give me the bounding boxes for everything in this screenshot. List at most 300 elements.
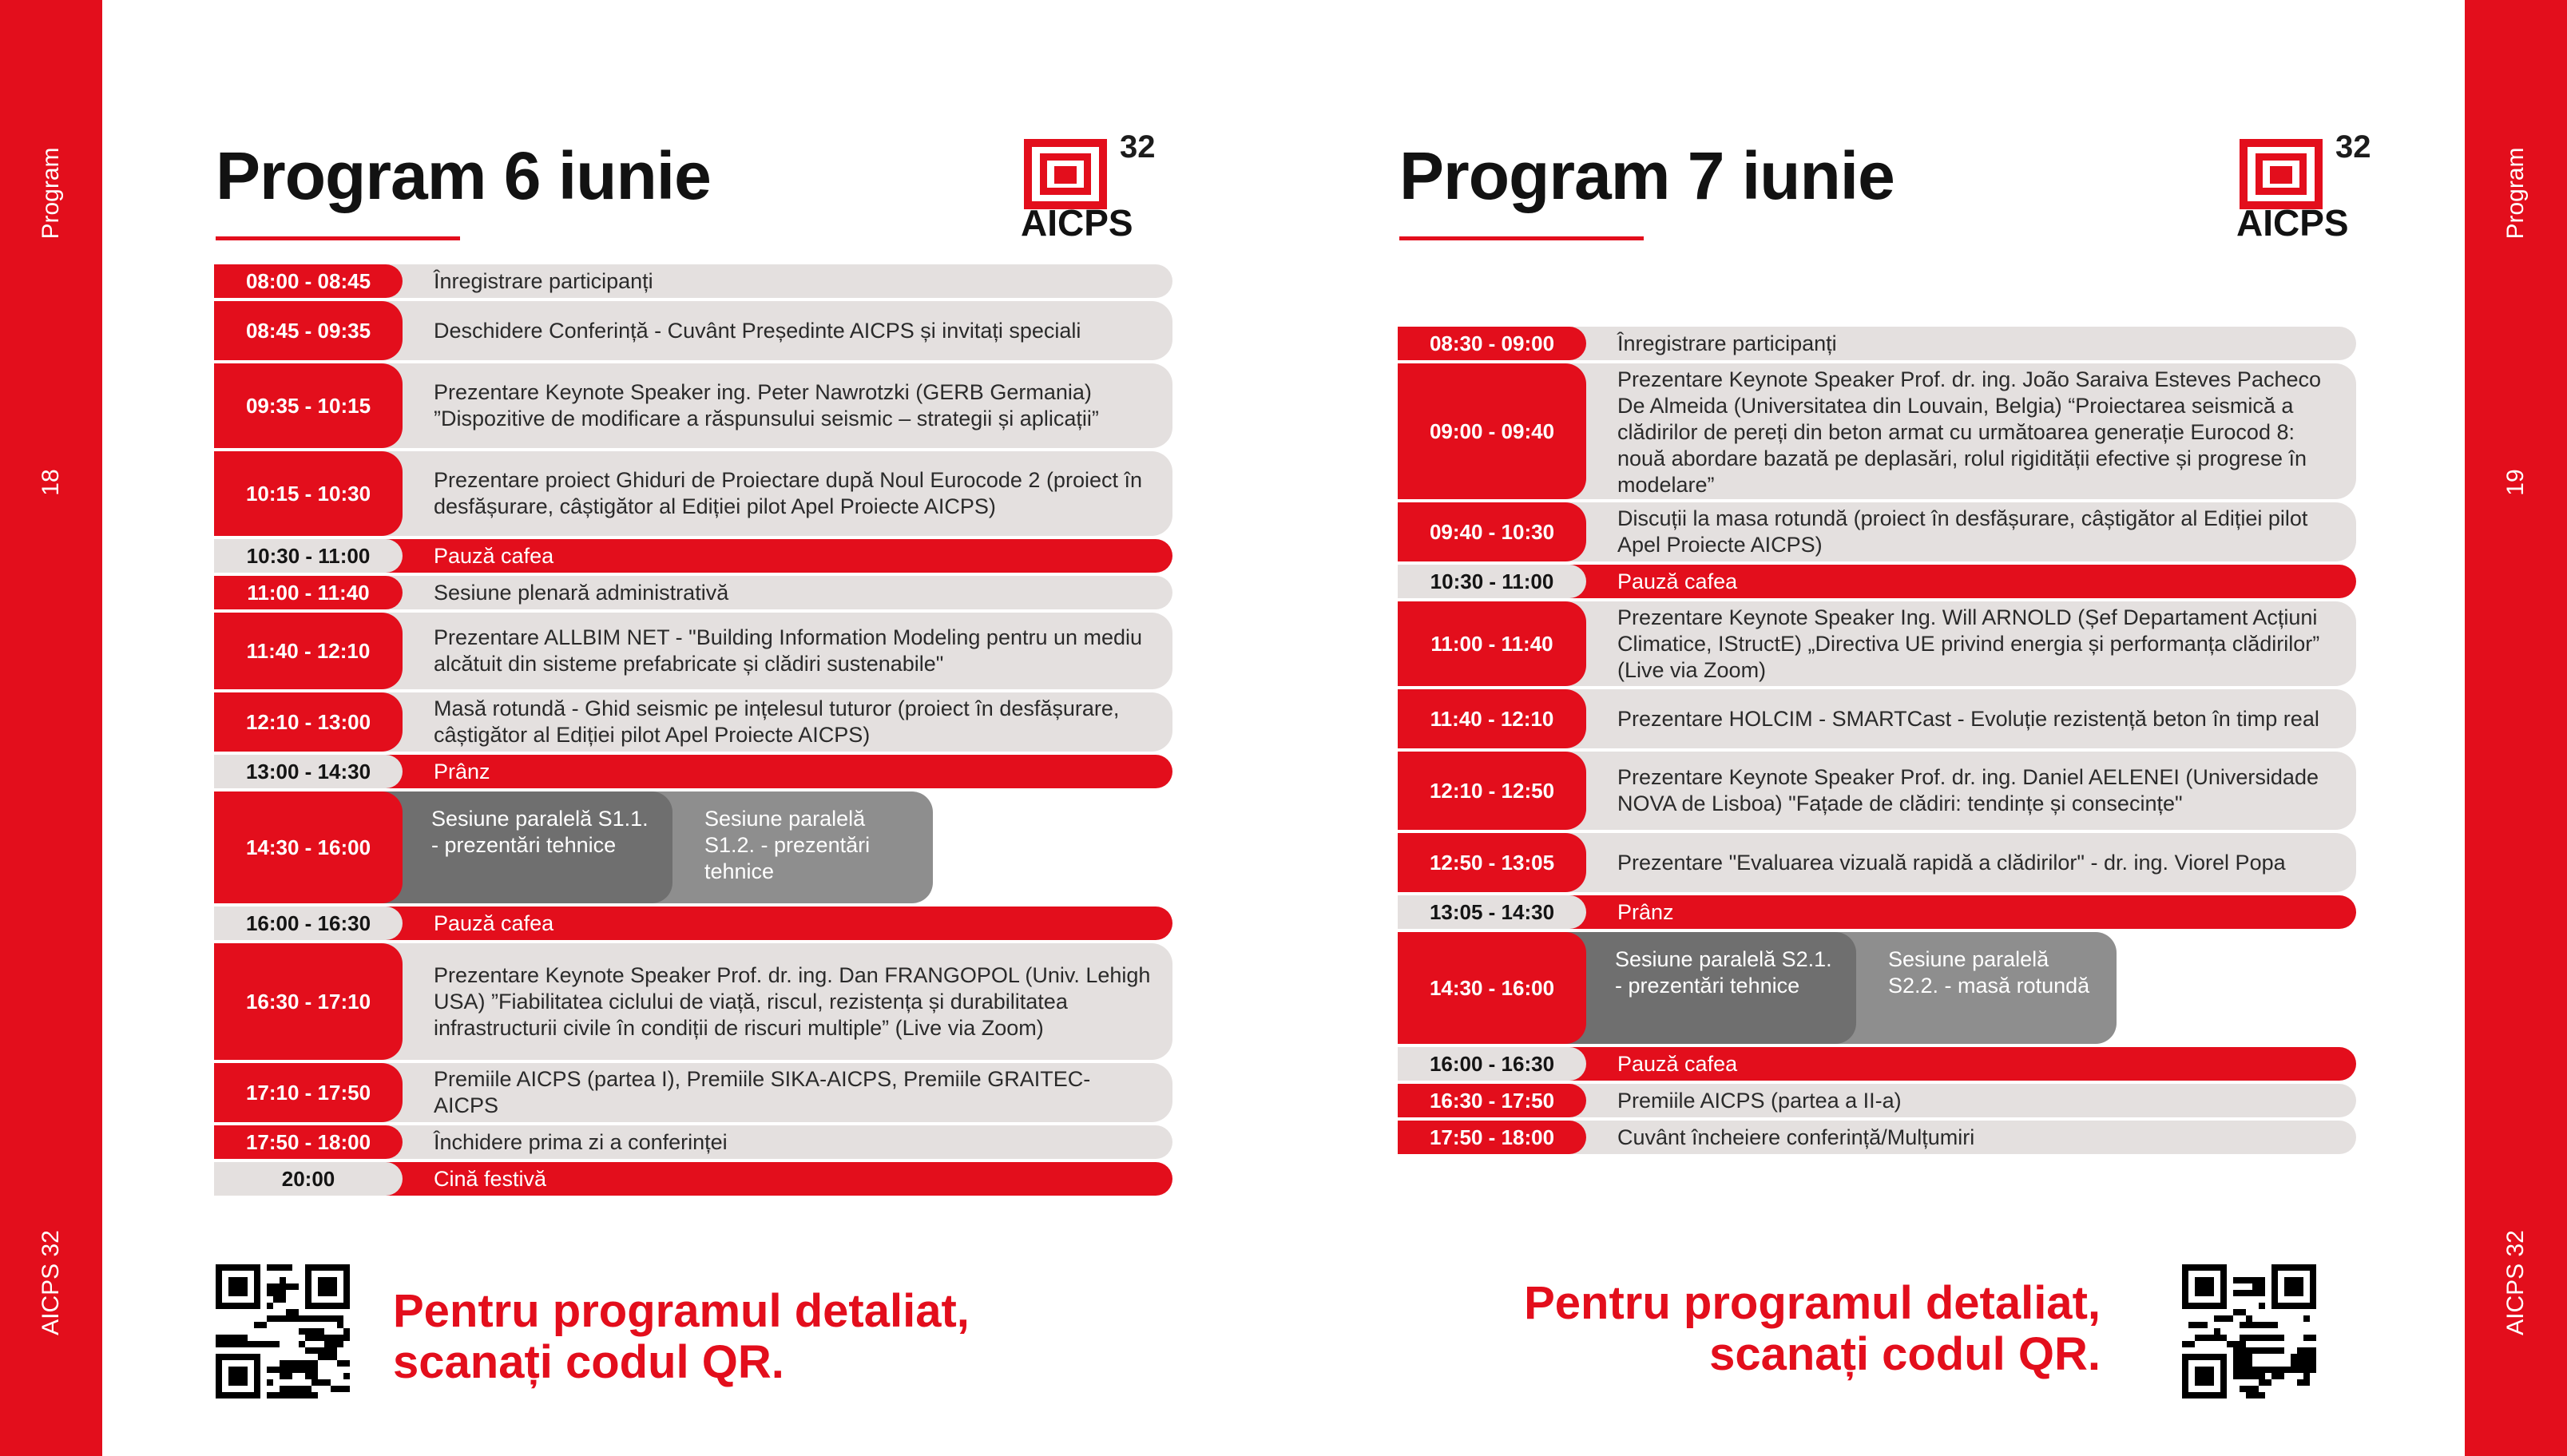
schedule-row: [1398, 752, 2356, 830]
qr-module: [273, 1341, 280, 1347]
time-slot: 12:10 - 12:50: [1398, 752, 1586, 830]
qr-module: [2233, 1290, 2240, 1296]
qr-module: [2227, 1341, 2233, 1347]
qr-module: [2259, 1347, 2265, 1354]
qr-module: [2252, 1392, 2259, 1398]
time-slot: 08:45 - 09:35: [214, 301, 403, 360]
time-slot: 20:00: [214, 1162, 403, 1196]
qr-module: [311, 1373, 318, 1379]
qr-module: [311, 1347, 318, 1354]
qr-module: [299, 1392, 305, 1398]
qr-module: [2195, 1335, 2201, 1341]
qr-module: [311, 1335, 318, 1341]
qr-module: [2259, 1373, 2265, 1379]
schedule-row: [214, 1063, 1172, 1122]
schedule-row: [214, 539, 1172, 573]
time-slot: 10:15 - 10:30: [214, 451, 403, 536]
qr-module: [2259, 1335, 2265, 1341]
time-slot: 14:30 - 16:00: [1398, 932, 1586, 1044]
qr-module: [2303, 1315, 2310, 1322]
qr-module: [2303, 1335, 2310, 1341]
qr-module: [254, 1341, 260, 1347]
qr-module: [299, 1315, 305, 1322]
qr-module: [2246, 1386, 2252, 1392]
qr-module: [2310, 1360, 2316, 1367]
schedule-row: [1398, 1047, 2356, 1081]
qr-module: [318, 1379, 324, 1386]
qr-module: [2240, 1347, 2246, 1354]
qr-module: [305, 1373, 311, 1379]
qr-module: [280, 1360, 286, 1367]
qr-module: [286, 1315, 292, 1322]
schedule-row: [1398, 327, 2356, 360]
session-description: Pauză cafea: [1617, 1051, 1738, 1076]
qr-module: [2310, 1367, 2316, 1373]
qr-module: [2214, 1335, 2220, 1341]
time-slot: 11:40 - 12:10: [214, 613, 403, 689]
qr-module: [2240, 1290, 2246, 1296]
page-title: Program 6 iunie: [216, 138, 711, 213]
qr-module: [228, 1341, 235, 1347]
qr-module: [286, 1392, 292, 1398]
qr-code[interactable]: [2182, 1264, 2316, 1398]
logo-number: 32: [2335, 129, 2371, 165]
qr-module: [273, 1296, 280, 1303]
qr-module: [286, 1386, 292, 1392]
qr-module: [235, 1335, 241, 1341]
qr-code[interactable]: [216, 1264, 350, 1398]
qr-module: [292, 1367, 299, 1373]
qr-module: [2284, 1277, 2303, 1296]
time-slot: 11:00 - 11:40: [1398, 601, 1586, 686]
qr-module: [2303, 1360, 2310, 1367]
schedule-row: [214, 907, 1172, 940]
qr-module: [280, 1290, 286, 1296]
time-slot: 09:00 - 09:40: [1398, 363, 1586, 499]
qr-module: [286, 1283, 292, 1290]
qr-module: [2303, 1373, 2310, 1379]
session-description: Sesiune plenară administrativă: [434, 580, 729, 605]
sidebar-conference-label: AICPS 32: [38, 1230, 64, 1335]
qr-module: [2265, 1347, 2271, 1354]
qr-module: [2240, 1367, 2246, 1373]
qr-module: [2240, 1386, 2246, 1392]
qr-module: [292, 1360, 299, 1367]
qr-module: [2240, 1277, 2246, 1283]
qr-module: [292, 1315, 299, 1322]
qr-module: [331, 1354, 337, 1360]
schedule-row: [214, 451, 1172, 536]
qr-module: [343, 1335, 350, 1341]
qr-module: [2271, 1373, 2278, 1379]
qr-module: [2265, 1322, 2271, 1328]
session-description: Pauză cafea: [434, 910, 554, 935]
qr-module: [311, 1360, 318, 1367]
qr-module: [2233, 1341, 2240, 1347]
qr-module: [337, 1335, 343, 1341]
qr-module: [318, 1335, 324, 1341]
qr-module: [2259, 1303, 2265, 1309]
schedule-row: [214, 613, 1172, 689]
qr-module: [273, 1392, 280, 1398]
day1-schedule: [214, 264, 1172, 1199]
qr-module: [292, 1386, 299, 1392]
qr-module: [324, 1315, 331, 1322]
time-slot: 16:00 - 16:30: [1398, 1047, 1586, 1081]
qr-module: [280, 1373, 286, 1379]
qr-module: [331, 1335, 337, 1341]
qr-module: [305, 1328, 311, 1335]
qr-module: [2278, 1367, 2284, 1373]
qr-module: [286, 1360, 292, 1367]
qr-module: [2259, 1290, 2265, 1296]
qr-module: [273, 1315, 280, 1322]
qr-module: [2297, 1379, 2303, 1386]
qr-module: [216, 1335, 222, 1341]
qr-module: [280, 1283, 286, 1290]
qr-module: [2201, 1322, 2208, 1328]
qr-module: [2303, 1367, 2310, 1373]
aicps-logo: [2236, 129, 2396, 244]
qr-module: [2240, 1341, 2246, 1347]
qr-module: [228, 1335, 235, 1341]
qr-module: [2259, 1367, 2265, 1373]
qr-module: [343, 1360, 350, 1367]
qr-module: [2240, 1322, 2246, 1328]
day2-schedule: [1398, 327, 2356, 1157]
logo-mark-core: [1054, 166, 1077, 184]
qr-module: [2246, 1315, 2252, 1322]
qr-module: [337, 1386, 343, 1392]
schedule-row: [1398, 601, 2356, 686]
qr-module: [305, 1386, 311, 1392]
time-slot: 11:40 - 12:10: [1398, 689, 1586, 748]
schedule-row: [214, 301, 1172, 360]
qr-module: [2310, 1335, 2316, 1341]
schedule-row: [1398, 565, 2356, 598]
qr-module: [2182, 1341, 2188, 1347]
qr-call-to-action: Pentru programul detaliat, scanați codul QR.: [1524, 1277, 2101, 1380]
session-description: Pauză cafea: [434, 543, 554, 568]
session-description: Cuvânt încheiere conferință/Mulțumiri: [1617, 1125, 1975, 1149]
qr-module: [2310, 1347, 2316, 1354]
time-slot: 09:35 - 10:15: [214, 363, 403, 448]
qr-module: [2233, 1309, 2240, 1315]
parallel-session: Sesiune paralelă S1.3. - masă rotundă: [901, 791, 1172, 903]
qr-module: [299, 1386, 305, 1392]
time-slot: 12:10 - 13:00: [214, 692, 403, 752]
time-slot: 08:30 - 09:00: [1398, 327, 1586, 360]
session-description: Înregistrare participanți: [1617, 331, 1837, 355]
day2-page: [1398, 0, 2371, 1456]
schedule-row: [1398, 363, 2356, 499]
qr-module: [337, 1341, 343, 1347]
time-slot: 10:30 - 11:00: [214, 539, 403, 573]
qr-module: [286, 1373, 292, 1379]
qr-module: [2291, 1354, 2297, 1360]
qr-module: [2252, 1367, 2259, 1373]
title-underline: [216, 236, 460, 240]
qr-module: [267, 1392, 273, 1398]
session-description: Masă rotundă - Ghid seismic pe ințelesul tuturor (proiect în desfășurare, câștigător al Ediției pilot Apel Proiecte AICPS): [434, 696, 1120, 747]
qr-module: [292, 1283, 299, 1290]
qr-module: [228, 1277, 248, 1296]
qr-module: [2240, 1354, 2246, 1360]
qr-module: [2233, 1354, 2240, 1360]
qr-module: [292, 1392, 299, 1398]
qr-module: [299, 1328, 305, 1335]
session-description: Cină festivă: [434, 1166, 547, 1191]
schedule-row: [1398, 1084, 2356, 1117]
qr-module: [2310, 1354, 2316, 1360]
parallel-session: Sesiune paralelă S2.3. - masă rotundă: [2085, 932, 2356, 1044]
schedule-row: [1398, 932, 2356, 1044]
qr-module: [343, 1373, 350, 1379]
schedule-row: [214, 1162, 1172, 1196]
qr-module: [260, 1341, 267, 1347]
schedule-row: [1398, 895, 2356, 929]
time-slot: 11:00 - 11:40: [214, 576, 403, 609]
title-underline: [1399, 236, 1644, 240]
qr-module: [2297, 1367, 2303, 1373]
qr-module: [337, 1315, 343, 1322]
qr-module: [324, 1379, 331, 1386]
qr-module: [299, 1360, 305, 1367]
logo-mark-core: [2270, 166, 2292, 184]
qr-module: [280, 1315, 286, 1322]
qr-module: [2252, 1347, 2259, 1354]
sidebar-section-label: Program: [2502, 147, 2529, 240]
time-slot: 14:30 - 16:00: [214, 791, 403, 903]
qr-module: [311, 1367, 318, 1373]
qr-module: [2233, 1360, 2240, 1367]
session-description: Pauză cafea: [1617, 569, 1738, 593]
qr-module: [311, 1392, 318, 1398]
logo-brand: AICPS: [1021, 202, 1133, 244]
schedule-row: [214, 264, 1172, 298]
qr-module: [292, 1309, 299, 1315]
schedule-row: [214, 1125, 1172, 1159]
qr-module: [2278, 1347, 2284, 1354]
logo-brand: AICPS: [2236, 202, 2349, 244]
session-description: Premiile AICPS (partea a II-a): [1617, 1088, 1902, 1113]
schedule-row: [214, 576, 1172, 609]
qr-module: [2259, 1379, 2265, 1386]
qr-module: [241, 1335, 248, 1341]
qr-module: [324, 1354, 331, 1360]
qr-module: [305, 1367, 311, 1373]
qr-module: [318, 1347, 324, 1354]
qr-module: [267, 1367, 273, 1373]
session-description: Discuții la masa rotundă (proiect în desfășurare, câștigător al Ediției pilot Apel Proiecte AICPS): [1617, 506, 2308, 557]
qr-module: [2220, 1335, 2227, 1341]
qr-module: [331, 1341, 337, 1347]
qr-module: [2259, 1392, 2265, 1398]
session-description: Prânz: [1617, 899, 1674, 924]
sidebar-section-label: Program: [38, 147, 64, 240]
qr-module: [2259, 1322, 2265, 1328]
qr-module: [2233, 1373, 2240, 1379]
qr-module: [311, 1328, 318, 1335]
qr-module: [228, 1367, 248, 1386]
qr-module: [299, 1341, 305, 1347]
qr-module: [280, 1392, 286, 1398]
qr-module: [2252, 1277, 2259, 1283]
qr-module: [2246, 1392, 2252, 1398]
qr-module: [2259, 1283, 2265, 1290]
time-slot: 09:40 - 10:30: [1398, 502, 1586, 561]
qr-module: [2252, 1373, 2259, 1379]
parallel-session: Sesiune paralelă S1.2. - prezentări tehnice: [641, 791, 933, 903]
time-slot: 17:50 - 18:00: [214, 1125, 403, 1159]
qr-module: [2291, 1360, 2297, 1367]
qr-module: [216, 1341, 222, 1347]
qr-module: [273, 1283, 280, 1290]
qr-module: [280, 1367, 286, 1373]
time-slot: 08:00 - 08:45: [214, 264, 403, 298]
day1-page: [214, 0, 1172, 1456]
time-slot: 10:30 - 11:00: [1398, 565, 1586, 598]
time-slot: 13:00 - 14:30: [214, 755, 403, 788]
qr-module: [305, 1347, 311, 1354]
qr-module: [2291, 1367, 2297, 1373]
qr-module: [2252, 1290, 2259, 1296]
qr-module: [2265, 1379, 2271, 1386]
qr-module: [318, 1277, 337, 1296]
qr-module: [2265, 1367, 2271, 1373]
qr-module: [2240, 1360, 2246, 1367]
page-number: 19: [2502, 469, 2529, 496]
session-description: Prezentare Keynote Speaker Ing. Will ARNOLD (Șef Departament Acțiuni Climatice, IStructE) „Directiva UE privind energia și performanța clădirilor” (Live via Zoom): [1617, 605, 2320, 682]
qr-module: [2303, 1347, 2310, 1354]
schedule-row: [214, 692, 1172, 752]
qr-module: [2233, 1277, 2240, 1283]
qr-module: [337, 1360, 343, 1367]
qr-module: [2201, 1335, 2208, 1341]
qr-module: [2246, 1367, 2252, 1373]
qr-module: [2246, 1322, 2252, 1328]
qr-module: [286, 1309, 292, 1315]
qr-module: [2252, 1322, 2259, 1328]
qr-module: [2227, 1315, 2233, 1322]
qr-module: [273, 1290, 280, 1296]
qr-module: [324, 1335, 331, 1341]
schedule-row: [214, 755, 1172, 788]
qr-module: [2252, 1335, 2259, 1341]
qr-module: [2246, 1354, 2252, 1360]
session-description: Înregistrare participanți: [434, 268, 653, 293]
qr-module: [273, 1264, 280, 1271]
parallel-session: Sesiune paralelă S2.2. - masă rotundă: [1824, 932, 2117, 1044]
session-description: Prezentare Keynote Speaker ing. Peter Nawrotzki (GERB Germania) ”Dispozitive de modificare a răspunsului seismic – strategii și aplicații”: [434, 380, 1099, 430]
qr-module: [2214, 1315, 2220, 1322]
qr-module: [2246, 1373, 2252, 1379]
qr-module: [267, 1264, 273, 1271]
qr-module: [280, 1264, 286, 1271]
qr-module: [305, 1392, 311, 1398]
sidebar-conference-label: AICPS 32: [2502, 1230, 2529, 1335]
schedule-row: [1398, 1121, 2356, 1154]
qr-module: [324, 1341, 331, 1347]
session-description: Prezentare Keynote Speaker Prof. dr. ing. Dan FRANGOPOL (Univ. Lehigh USA) ”Fiabilitatea ciclului de viață, riscul, rezistența și durabilitatea infrastructurii civile în condiții de riscuri multiple” (Live via Zoom): [434, 962, 1151, 1040]
qr-module: [267, 1341, 273, 1347]
qr-module: [2284, 1367, 2291, 1373]
parallel-session: Sesiune paralelă S1.1. - prezentări tehnice: [379, 791, 672, 903]
qr-module: [2208, 1335, 2214, 1341]
qr-module: [267, 1290, 273, 1296]
right-sidebar: [2465, 0, 2567, 1456]
qr-module: [2265, 1335, 2271, 1341]
qr-module: [337, 1322, 343, 1328]
qr-module: [280, 1386, 286, 1392]
qr-module: [2188, 1322, 2195, 1328]
qr-module: [2246, 1277, 2252, 1283]
session-description: Premiile AICPS (partea I), Premiile SIKA-AICPS, Premiile GRAITEC-AICPS: [434, 1067, 1091, 1117]
qr-module: [2303, 1379, 2310, 1386]
schedule-row: [1398, 689, 2356, 748]
qr-module: [260, 1322, 267, 1328]
qr-module: [299, 1367, 305, 1373]
qr-module: [311, 1315, 318, 1322]
page-title: Program 7 iunie: [1399, 138, 1895, 213]
session-description: Prezentare proiect Ghiduri de Proiectare după Noul Eurocode 2 (proiect în desfășurare, câștigător al Ediției pilot Apel Proiecte AICPS): [434, 468, 1142, 518]
qr-module: [267, 1303, 273, 1309]
qr-module: [2303, 1354, 2310, 1360]
qr-module: [235, 1341, 241, 1347]
session-description: Deschidere Conferință - Cuvânt Președinte AICPS și invitați speciali: [434, 318, 1081, 343]
parallel-session: Sesiune paralelă S2.1. - prezentări tehnice: [1562, 932, 1856, 1044]
qr-call-to-action: Pentru programul detaliat, scanați codul QR.: [393, 1285, 970, 1388]
qr-module: [2220, 1315, 2227, 1322]
qr-module: [286, 1264, 292, 1271]
time-slot: 16:00 - 16:30: [214, 907, 403, 940]
qr-module: [2195, 1322, 2201, 1328]
time-slot: 12:50 - 13:05: [1398, 833, 1586, 892]
session-description: Închidere prima zi a conferinței: [434, 1129, 728, 1154]
session-description: Prezentare HOLCIM - SMARTCast - Evoluție rezistență beton în timp real: [1617, 706, 2319, 731]
qr-module: [2233, 1347, 2240, 1354]
qr-module: [318, 1315, 324, 1322]
qr-module: [2278, 1335, 2284, 1341]
qr-module: [331, 1386, 337, 1392]
qr-module: [222, 1335, 228, 1341]
qr-module: [343, 1386, 350, 1392]
time-slot: 16:30 - 17:50: [1398, 1084, 1586, 1117]
schedule-row: [1398, 833, 2356, 892]
time-slot: 16:30 - 17:10: [214, 943, 403, 1060]
qr-module: [2252, 1283, 2259, 1290]
qr-module: [267, 1315, 273, 1322]
left-sidebar: [0, 0, 102, 1456]
qr-module: [343, 1328, 350, 1335]
qr-module: [2297, 1347, 2303, 1354]
qr-module: [2271, 1322, 2278, 1328]
schedule-row: [214, 363, 1172, 448]
qr-module: [2240, 1309, 2246, 1315]
qr-module: [2246, 1360, 2252, 1367]
qr-module: [2188, 1341, 2195, 1347]
qr-module: [2240, 1373, 2246, 1379]
qr-module: [2297, 1360, 2303, 1367]
page-number: 18: [38, 469, 64, 496]
qr-module: [2246, 1335, 2252, 1341]
schedule-row: [1398, 502, 2356, 561]
qr-module: [305, 1360, 311, 1367]
session-description: Prezentare Keynote Speaker Prof. dr. ing. Daniel AELENEI (Universidade NOVA de Lisboa) "Fațade de clădiri: tendințe și consecințe": [1617, 765, 2319, 815]
time-slot: 13:05 - 14:30: [1398, 895, 1586, 929]
schedule-row: [214, 791, 1172, 903]
qr-module: [2278, 1373, 2284, 1379]
